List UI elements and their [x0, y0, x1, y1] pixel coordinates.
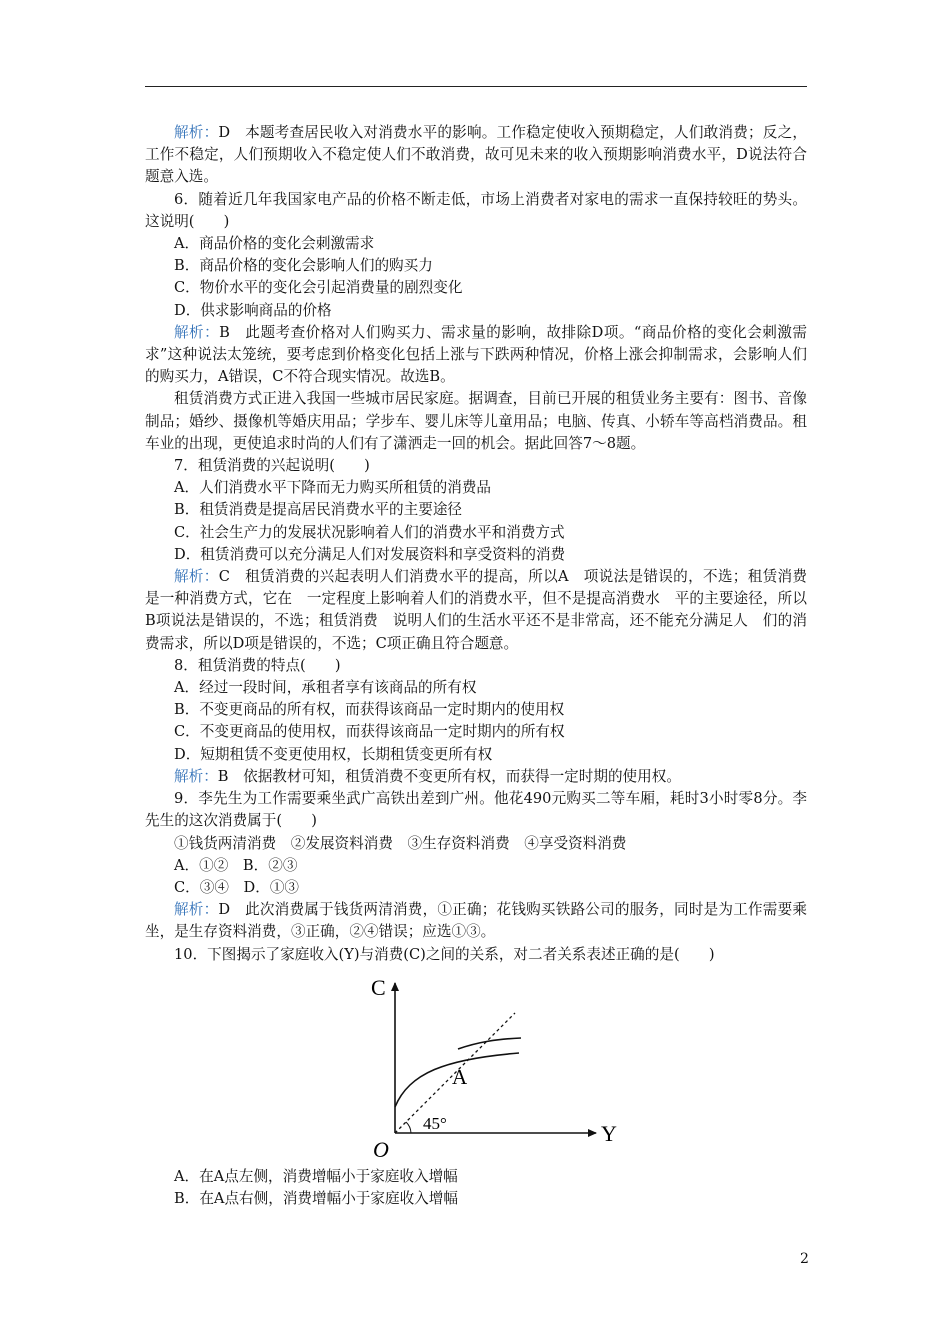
x-axis-label: Y [601, 1120, 617, 1146]
figure-svg [363, 969, 623, 1163]
q8-option-b: B．不变更商品的所有权，而获得该商品一定时期内的使用权 [174, 701, 565, 719]
q8-option-d: D．短期租赁不变更使用权，长期租赁变更所有权 [174, 745, 493, 763]
q8-option-c: C．不变更商品的使用权，而获得该商品一定时期内的所有权 [174, 723, 565, 741]
answer-label: 解析： [174, 323, 220, 341]
q6-analysis: 解析：B 此题考查价格对人们购买力、需求量的影响，故排除D项。“商品价格的变化会刺激需求”这种说法太笼统，要考虑到价格变化包括上涨与下跌两种情况，价格上涨会抑制需求，会影响人们的购买力，A错误，C不符合现实情况。故选B。 [145, 323, 807, 386]
q7-option-a: A．人们消费水平下降而无力购买所租赁的消费品 [174, 479, 492, 497]
origin-label: O [373, 1136, 389, 1162]
q7-analysis: 解析：C 租赁消费的兴起表明人们消费水平的提高，所以A 项说法是错误的，不选；租赁消费是一种消费方式，它在 一定程度上影响着人们的消费水平，但不是提高消费水 平的主要途径，所以B项说法是错误的，不选；租赁消费 说明人们的生活水平还不是非常高，还不能充分满足人 们的消费需求，所以D项是错误的，不选；C项正确且符合题意。 [145, 568, 807, 652]
q7-option-c: C．社会生产力的发展状况影响着人们的消费水平和消费方式 [174, 523, 565, 541]
q8-option-a: A．经过一段时间，承租者享有该商品的所有权 [174, 679, 477, 697]
q9-stem: 9．李先生为工作需要乘坐武广高铁出差到广州。他花490元购买二等车厢，耗时3小时零8分。李先生的这次消费属于( ) [145, 790, 807, 830]
page-number: 2 [800, 1251, 809, 1267]
header-rule [145, 86, 807, 87]
q7-option-b: B．租赁消费是提高居民消费水平的主要途径 [174, 501, 463, 519]
q5-analysis: 解析：D 本题考查居民收入对消费水平的影响。工作稳定使收入预期稳定，人们敢消费；反之，工作不稳定，人们预期收入不稳定使人们不敢消费，故可见未来的收入预期影响消费水平，D说法符合题意入选。 [145, 124, 807, 186]
q6-option-c: C．物价水平的变化会引起消费量的剧烈变化 [174, 279, 463, 297]
point-a-label: A [452, 1064, 468, 1089]
answer-label: 解析： [174, 568, 219, 586]
q6-option-b: B．商品价格的变化会影响人们的购买力 [174, 257, 433, 275]
q9-items: ①钱货两清消费 ②发展资料消费 ③生存资料消费 ④享受资料消费 [174, 834, 627, 852]
q6-option-a: A．商品价格的变化会刺激需求 [174, 235, 375, 253]
q10-option-a: A．在A点左侧，消费增幅小于家庭收入增幅 [174, 1167, 458, 1185]
answer-label: 解析： [174, 901, 219, 919]
income-consumption-figure [145, 966, 807, 1166]
q10-option-b: B．在A点右侧，消费增幅小于家庭收入增幅 [174, 1189, 458, 1207]
angle-arc [406, 1122, 411, 1133]
q9-analysis: 解析：D 此次消费属于钱货两清消费，①正确；花钱购买铁路公司的服务，同时是为工作需要乘坐，是生存资料消费，③正确，②④错误；应选①③。 [145, 901, 807, 941]
y-axis-label: C [371, 974, 386, 1000]
q6-stem: 6．随着近几年我国家电产品的价格不断走低，市场上消费者对家电的需求一直保持较旺的势头。这说明( ) [145, 190, 807, 230]
q8-analysis: 解析：B 依据教材可知，租赁消费不变更所有权，而获得一定时期的使用权。 [174, 767, 681, 785]
page-content [145, 122, 807, 1210]
q7-stem: 7．租赁消费的兴起说明( ) [174, 457, 370, 475]
answer-label: 解析： [174, 124, 219, 141]
q9-options-cd: C．③④ D．①③ [174, 878, 300, 896]
q7-option-d: D．租赁消费可以充分满足人们对发展资料和享受资料的消费 [174, 545, 566, 563]
q9-options-ab: A．①② B．②③ [174, 856, 298, 874]
angle-label: 45° [423, 1113, 447, 1133]
consumption-curve-tail [458, 1038, 521, 1049]
q6-option-d: D．供求影响商品的价格 [174, 301, 332, 319]
answer-label: 解析： [174, 767, 218, 785]
material-passage: 租赁消费方式正进入我国一些城市居民家庭。据调查，目前已开展的租赁业务主要有：图书、音像制品；婚纱、摄像机等婚庆用品；学步车、婴儿床等儿童用品；电脑、传真、小轿车等高档消费品。租车业的出现，更使追求时尚的人们有了潇洒走一回的机会。据此回答7～8题。 [145, 390, 807, 452]
q8-stem: 8．租赁消费的特点( ) [174, 656, 341, 674]
q10-stem: 10．下图揭示了家庭收入(Y)与消费(C)之间的关系，对二者关系表述正确的是( ) [174, 945, 715, 963]
